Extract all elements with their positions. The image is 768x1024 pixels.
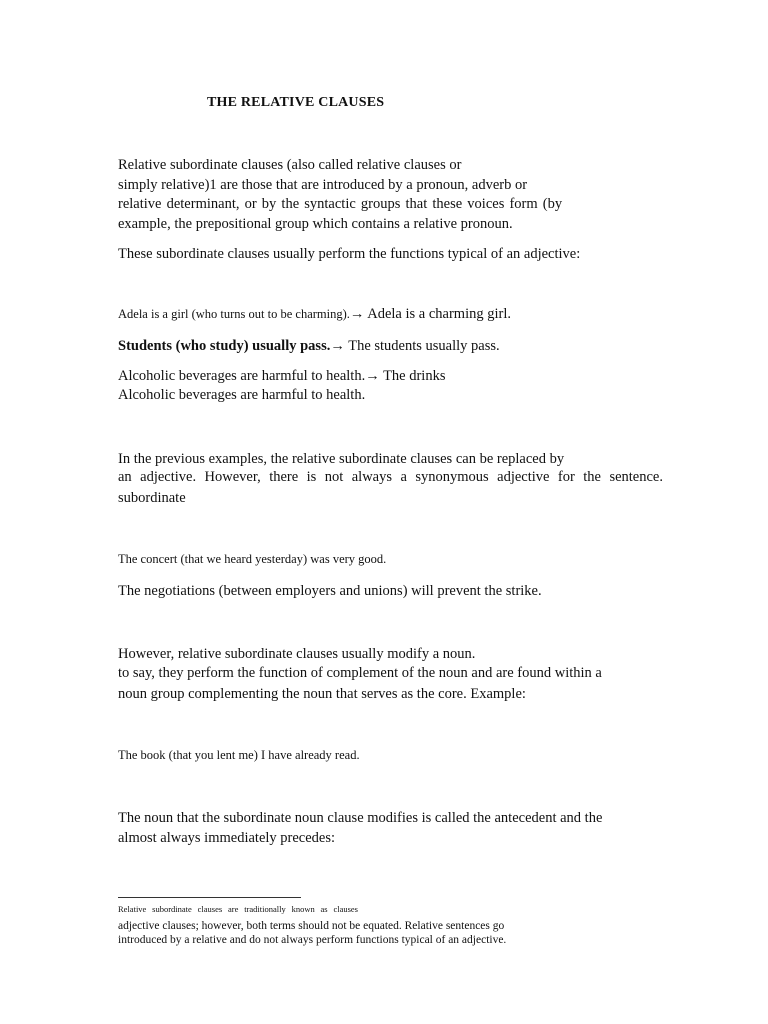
however-line-3: noun group complementing the noun that serves as the core. Example: <box>118 686 526 702</box>
example-alcohol-line-1: Alcoholic beverages are harmful to health.→ The drinks <box>118 368 446 384</box>
however-line-2: to say, they perform the function of complement of the noun and are found within a <box>118 665 602 681</box>
example-concert: The concert (that we heard yesterday) was very good. <box>118 552 387 566</box>
example-negotiations: The negotiations (between employers and unions) will prevent the strike. <box>118 583 542 599</box>
footnote-line-1: Relative subordinate clauses are traditionally known as clauses <box>118 904 358 914</box>
page-title: THE RELATIVE CLAUSES <box>207 95 385 110</box>
intro-line-2: simply relative)1 are those that are introduced by a pronoun, adverb or <box>118 177 528 193</box>
functions-line: These subordinate clauses usually perform the functions typical of an adjective: <box>118 246 581 262</box>
previous-line-1: In the previous examples, the relative subordinate clauses can be replaced by <box>118 451 565 467</box>
footnote-line-2: adjective clauses; however, both terms should not be equated. Relative sentences go <box>118 920 505 932</box>
example-adela-result: → Adela is a charming girl. <box>349 306 511 322</box>
intro-line-3: relative determinant, or by the syntactic groups that these voices form (by <box>118 196 563 212</box>
example-students <box>118 337 500 356</box>
example-adela-clause: Adela is a girl (who turns out to be charming). <box>118 307 350 321</box>
antecedent-line-1: The noun that the subordinate noun clause modifies is called the antecedent and the <box>118 810 603 826</box>
intro-line-4: example, the prepositional group which contains a relative pronoun. <box>118 216 513 232</box>
previous-line-3: subordinate <box>118 490 186 506</box>
antecedent-line-2: almost always immediately precedes: <box>118 830 336 846</box>
example-alcohol-line-2: Alcoholic beverages are harmful to health. <box>118 387 366 403</box>
example-students-bold: Students (who study) usually pass. <box>118 338 331 354</box>
footnote-line-3: introduced by a relative and do not always perform functions typical of an adjective. <box>118 934 507 946</box>
example-adela <box>118 305 511 324</box>
intro-line-1: Relative subordinate clauses (also called relative clauses or <box>118 157 462 173</box>
example-book: The book (that you lent me) I have already read. <box>118 748 360 762</box>
example-students-result: → The students usually pass. <box>330 338 500 354</box>
previous-line-2: an adjective. However, there is not always a synonymous adjective for the sentence. <box>118 469 663 485</box>
footnote-separator <box>118 897 301 898</box>
however-line-1: However, relative subordinate clauses usually modify a noun. <box>118 646 476 662</box>
